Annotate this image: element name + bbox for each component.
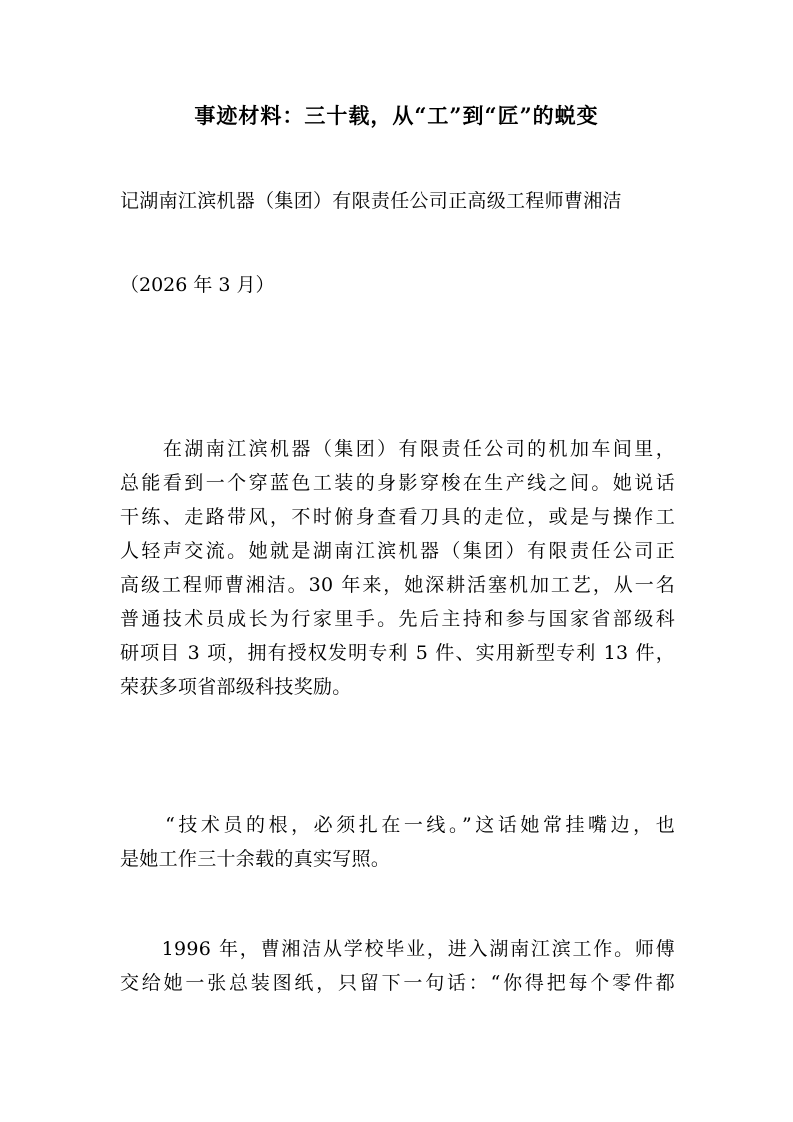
paragraph-line: 人轻声交流。她就是湖南江滨机器（集团）有限责任公司正 [120, 540, 675, 562]
paragraph-line: 交给她一张总装图纸，只留下一句话：“你得把每个零件都 [120, 972, 675, 994]
paragraph-line: 总能看到一个穿蓝色工装的身影穿梭在生产线之间。她说话 [120, 472, 675, 494]
paragraph-quote [120, 808, 675, 876]
paragraph-line: 研项目 3 项，拥有授权发明专利 5 件、实用新型专利 13 件， [120, 642, 675, 664]
paragraph-line: 干练、走路带风，不时俯身查看刀具的走位，或是与操作工 [120, 506, 675, 528]
paragraph-line: 1996 年，曹湘洁从学校毕业，进入湖南江滨工作。师傅 [120, 938, 675, 960]
document-date: （2026 年 3 月） [120, 274, 275, 296]
paragraph-line: “技术员的根，必须扎在一线。”这话她常挂嘴边，也 [120, 814, 675, 836]
paragraph-line: 高级工程师曹湘洁。30 年来，她深耕活塞机加工艺，从一名 [120, 574, 675, 596]
paragraph-line: 荣获多项省部级科技奖励。 [120, 676, 352, 698]
document-subtitle: 记湖南江滨机器（集团）有限责任公司正高级工程师曹湘洁 [120, 190, 622, 212]
paragraph-line: 在湖南江滨机器（集团）有限责任公司的机加车间里， [120, 438, 675, 460]
paragraph-line: 是她工作三十余载的真实写照。 [120, 848, 391, 870]
paragraph-line: 普通技术员成长为行家里手。先后主持和参与国家省部级科 [120, 608, 675, 630]
document-title: 事迹材料：三十载，从“工”到“匠”的蜕变 [194, 103, 599, 128]
paragraph-history [120, 932, 675, 1000]
paragraph-intro [120, 432, 675, 704]
